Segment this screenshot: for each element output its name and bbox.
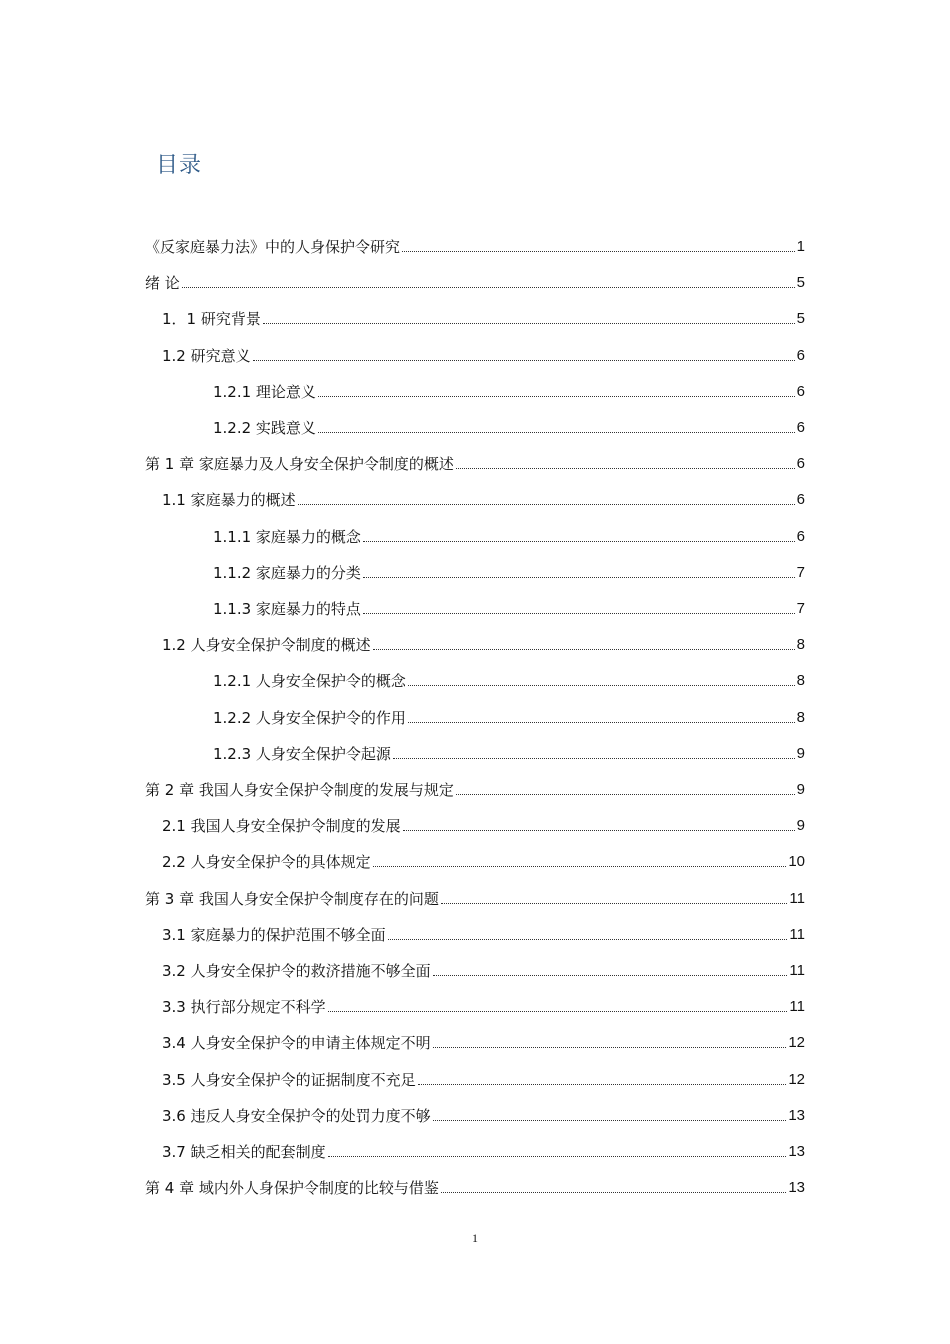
toc-dot-leader — [408, 721, 795, 723]
toc-entry-page: 8 — [796, 636, 805, 654]
toc-entry-label: 1.1.2 家庭暴力的分类 — [213, 563, 361, 582]
toc-entry-label: 1.2 研究意义 — [162, 346, 251, 365]
toc-entry-page: 6 — [796, 419, 805, 436]
toc-entry-label: 3.4 人身安全保护令的申请主体规定不明 — [162, 1034, 431, 1053]
toc-entry-page: 6 — [796, 382, 805, 400]
toc-entry[interactable] — [145, 262, 805, 292]
toc-entry[interactable] — [145, 443, 805, 473]
toc-entry-label: 3.3 执行部分规定不科学 — [162, 998, 326, 1017]
toc-entry-page: 8 — [796, 708, 805, 726]
toc-entry-page: 11 — [789, 925, 805, 943]
toc-dot-leader — [456, 793, 795, 795]
toc-entry[interactable] — [145, 914, 805, 944]
toc-entry-page: 13 — [788, 1106, 805, 1124]
toc-entry[interactable] — [145, 516, 805, 546]
toc-entry-label: 1．1 研究背景 — [162, 310, 261, 329]
toc-entry-label: 3.6 违反人身安全保护令的处罚力度不够 — [162, 1106, 431, 1125]
toc-dot-leader — [373, 648, 795, 650]
toc-entry[interactable] — [145, 805, 805, 835]
toc-entry[interactable] — [145, 769, 805, 799]
toc-dot-leader — [253, 359, 795, 361]
toc-entry-label: 1.1.3 家庭暴力的特点 — [213, 600, 361, 618]
toc-entry-page: 12 — [788, 1070, 805, 1088]
toc-title: 目录 — [156, 153, 203, 178]
toc-entry-page: 6 — [796, 455, 805, 473]
toc-entry-label: 3.2 人身安全保护令的救济措施不够全面 — [162, 962, 431, 980]
toc-entry[interactable] — [145, 1059, 805, 1089]
toc-entry-page: 6 — [796, 491, 805, 509]
toc-entry[interactable] — [145, 1131, 805, 1161]
toc-entry-page: 9 — [796, 781, 805, 798]
toc-entry-page: 11 — [789, 889, 805, 907]
toc-entry-page: 13 — [788, 1179, 805, 1197]
toc-entry-page: 7 — [796, 600, 805, 617]
toc-entry-page: 11 — [789, 962, 805, 979]
toc-dot-leader — [363, 612, 795, 614]
toc-entry[interactable] — [145, 479, 805, 509]
toc-dot-leader — [441, 1191, 786, 1193]
toc-dot-leader — [393, 757, 795, 759]
toc-entry-label: 第 4 章 域内外人身保护令制度的比较与借鉴 — [145, 1179, 439, 1198]
toc-entry-page: 13 — [788, 1143, 805, 1160]
toc-entry-page: 10 — [788, 853, 805, 871]
toc-dot-leader — [318, 395, 795, 397]
toc-dot-leader — [328, 1010, 788, 1012]
toc-dot-leader — [328, 1155, 787, 1157]
toc-entry-page: 6 — [796, 527, 805, 545]
toc-entry[interactable] — [145, 1022, 805, 1052]
toc-entry-label: 1.2.1 人身安全保护令的概念 — [213, 672, 406, 691]
toc-dot-leader — [441, 902, 788, 904]
toc-entry-label: 第 1 章 家庭暴力及人身安全保护令制度的概述 — [145, 455, 454, 474]
toc-entry[interactable] — [145, 986, 805, 1016]
toc-entry-page: 5 — [796, 274, 805, 292]
toc-dot-leader — [388, 938, 788, 940]
toc-entry[interactable] — [145, 588, 805, 618]
toc-entry-label: 第 3 章 我国人身安全保护令制度存在的问题 — [145, 889, 439, 908]
toc-entry-page: 1 — [796, 238, 805, 255]
toc-entry-label: 1.1.1 家庭暴力的概念 — [213, 527, 361, 546]
toc-entry-label: 第 2 章 我国人身安全保护令制度的发展与规定 — [145, 781, 454, 799]
toc-entry[interactable] — [145, 335, 805, 365]
toc-entry[interactable] — [145, 841, 805, 871]
toc-dot-leader — [418, 1083, 787, 1085]
toc-entry-page: 7 — [796, 563, 805, 581]
toc-entry[interactable] — [145, 660, 805, 690]
toc-entry[interactable] — [145, 298, 805, 328]
toc-entry-page: 6 — [796, 346, 805, 364]
toc-entry-label: 2.1 我国人身安全保护令制度的发展 — [162, 817, 401, 836]
toc-entry[interactable] — [145, 226, 805, 256]
toc-dot-leader — [373, 865, 787, 867]
toc-dot-leader — [456, 467, 795, 469]
toc-entry-label: 1.1 家庭暴力的概述 — [162, 491, 296, 510]
toc-entry[interactable] — [145, 407, 805, 437]
toc-entry-page: 11 — [789, 998, 805, 1016]
toc-dot-leader — [263, 322, 795, 324]
toc-entry-label: 《反家庭暴力法》中的人身保护令研究 — [145, 238, 401, 256]
toc-dot-leader — [402, 250, 795, 252]
toc-entry[interactable] — [145, 552, 805, 582]
toc-dot-leader — [363, 540, 795, 542]
toc-entry-page: 9 — [796, 817, 805, 835]
toc-entry-label: 3.1 家庭暴力的保护范围不够全面 — [162, 925, 386, 944]
toc-entry[interactable] — [145, 697, 805, 727]
toc-dot-leader — [433, 1046, 787, 1048]
toc-dot-leader — [182, 286, 795, 288]
toc-entry-page: 5 — [796, 310, 805, 328]
toc-entry-label: 绪 论 — [145, 274, 180, 293]
toc-entry-page: 8 — [796, 672, 805, 690]
toc-dot-leader — [433, 1119, 787, 1121]
toc-entry-label: 1.2.2 人身安全保护令的作用 — [213, 708, 406, 727]
toc-entry-label: 3.5 人身安全保护令的证据制度不充足 — [162, 1070, 416, 1089]
toc-entry[interactable] — [145, 624, 805, 654]
toc-entry[interactable] — [145, 733, 805, 763]
toc-dot-leader — [403, 829, 795, 831]
toc-dot-leader — [433, 974, 788, 976]
toc-entry-page: 12 — [788, 1034, 805, 1052]
toc-entry-label: 1.2.2 实践意义 — [213, 419, 316, 437]
toc-entry-label: 1.2.3 人身安全保护令起源 — [213, 744, 391, 763]
toc-entry-label: 1.2.1 理论意义 — [213, 382, 316, 401]
toc-dot-leader — [298, 503, 795, 505]
toc-entry[interactable] — [145, 950, 805, 980]
page-number: 1 — [472, 1231, 478, 1245]
toc-entry-label: 3.7 缺乏相关的配套制度 — [162, 1143, 326, 1161]
toc-entry-page: 9 — [796, 744, 805, 762]
toc-entry[interactable] — [145, 1167, 805, 1197]
toc-entry-label: 2.2 人身安全保护令的具体规定 — [162, 853, 371, 872]
toc-dot-leader — [318, 431, 795, 433]
toc-dot-leader — [408, 684, 795, 686]
toc-entry-label: 1.2 人身安全保护令制度的概述 — [162, 636, 371, 655]
toc-entry[interactable] — [145, 1095, 805, 1125]
toc-dot-leader — [363, 576, 795, 578]
toc-entry[interactable] — [145, 371, 805, 401]
toc-entry[interactable] — [145, 878, 805, 908]
